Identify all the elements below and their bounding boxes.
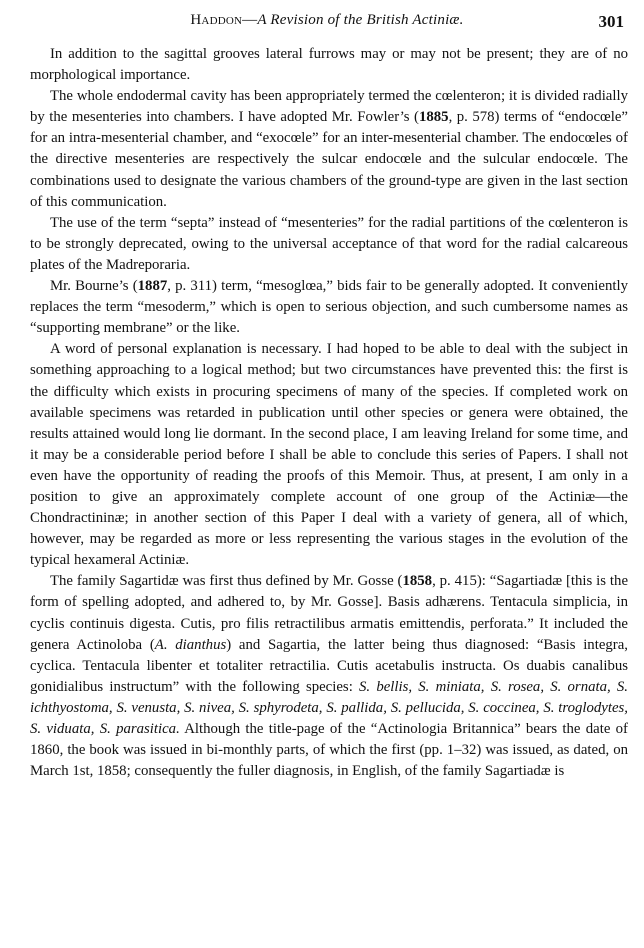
text-run: The family Sagartidæ was first thus defined by Mr. Gosse ( [50, 573, 403, 590]
text-run: The use of the term “septa” instead of “mesenteries” for the radial partitions of the cœlenteron is to be strongly deprecated, owing to the universal acceptance of that word for the radial calcareous plates of the Madreporaria. [30, 214, 628, 273]
paragraph-septa [30, 213, 628, 276]
running-head-title: A Revision of the British Actiniæ. [257, 12, 464, 28]
page-number: 301 [598, 12, 624, 31]
running-head-dash: — [242, 12, 258, 28]
text-run: , p. 578) terms of “endocœle” for an intra-mesenterial chamber, and “exocœle” for an inter-mesenterial chamber. The endocœles of the directive mesenteries are respectively the sulcar endocœle and the sulcular endocœle. The combinations used to designate the various chambers of the ground-type are given in the last section of this communication. [30, 109, 628, 210]
species-name: A. dianthus [154, 636, 227, 653]
citation-year: 1858 [402, 573, 433, 590]
paragraph-coelenteron [30, 86, 628, 213]
citation-year: 1887 [137, 278, 168, 295]
running-head [30, 12, 624, 29]
text-run: , p. 415): “Sagartiadæ [this is the form of spelling adopted, and adhered to, by Mr. Gosse]. Basis adhærens. Tentacula simplicia, in cyclis continuis digesta. Cutis, pro filis retractilibus armatis emittendis, perforata.” It included the genera Actinoloba ( [30, 573, 629, 653]
paragraph-mesogloea [30, 276, 628, 339]
text-run: Although the title-page of the “Actinologia Britannica” bears the date of 1860, the book was issued in bi-monthly parts, of which the first (pp. 1–32) was issued, as dated, on March 1st, 1858; consequently the fuller diagnosis, in English, of the family Sagartiadæ is [30, 721, 628, 780]
text-run: , p. 311) term, “mesoglœa,” bids fair to be generally adopted. It conveniently replaces the term “mesoderm,” which is open to serious objection, and such cumbersome names as “supporting membrane” or the like. [30, 278, 628, 337]
body-text [30, 44, 628, 782]
page-header [30, 12, 624, 34]
paragraph-lateral-furrows [30, 44, 628, 86]
text-run: The whole endodermal cavity has been appropriately termed the cœlenteron; it is divided radially by the mesenteries into chambers. I have adopted Mr. Fowler’s ( [30, 88, 628, 126]
paragraph-personal-explanation [30, 339, 628, 571]
text-run: In addition to the sagittal grooves lateral furrows may or may not be present; they are of no morphological importance. [30, 46, 628, 84]
citation-year: 1885 [418, 109, 449, 126]
species-list: S. bellis, S. miniata, S. rosea, S. ornata, S. ichthyostoma, S. venusta, S. nivea, S. sphyrodeta, S. pallida, S. pellucida, S. coccinea, S. troglodytes, S. viduata, S. parasitica. [30, 678, 628, 737]
text-run: ) and Sagartia, the latter being thus diagnosed: “Basis integra, cyclica. Tentacula libenter et totaliter retractilia. Cutis acetabulis instructa. Os duabis canalibus gonidialibus instructum” with the following species: [30, 636, 628, 695]
paragraph-sagartidae [30, 571, 628, 782]
text-run: A word of personal explanation is necessary. I had hoped to be able to deal with the subject in something approaching to a logical method; but two circumstances have prevented this: the first is the difficulty which exists in procuring specimens of many of the species. If completed work on available specimens was retarded in publication until other species or genera were obtained, the results attained would long lie dormant. In the second place, I am leaving Ireland for some time, and it may be a considerable period before I shall be able to conclude this series of Papers. I shall not even have the opportunity of reading the proofs of this Memoir. Thus, at present, I am only in a position to give an approximately complete account of one group of the Actiniæ—the Chondractininæ; in another section of this Paper I deal with a variety of genera, all of which, however, may be regarded as more or less representing the various stages in the evolution of the typical hexameral Actiniæ. [30, 341, 628, 569]
running-head-author: Haddon [190, 12, 243, 28]
text-run: Mr. Bourne’s ( [50, 278, 138, 295]
